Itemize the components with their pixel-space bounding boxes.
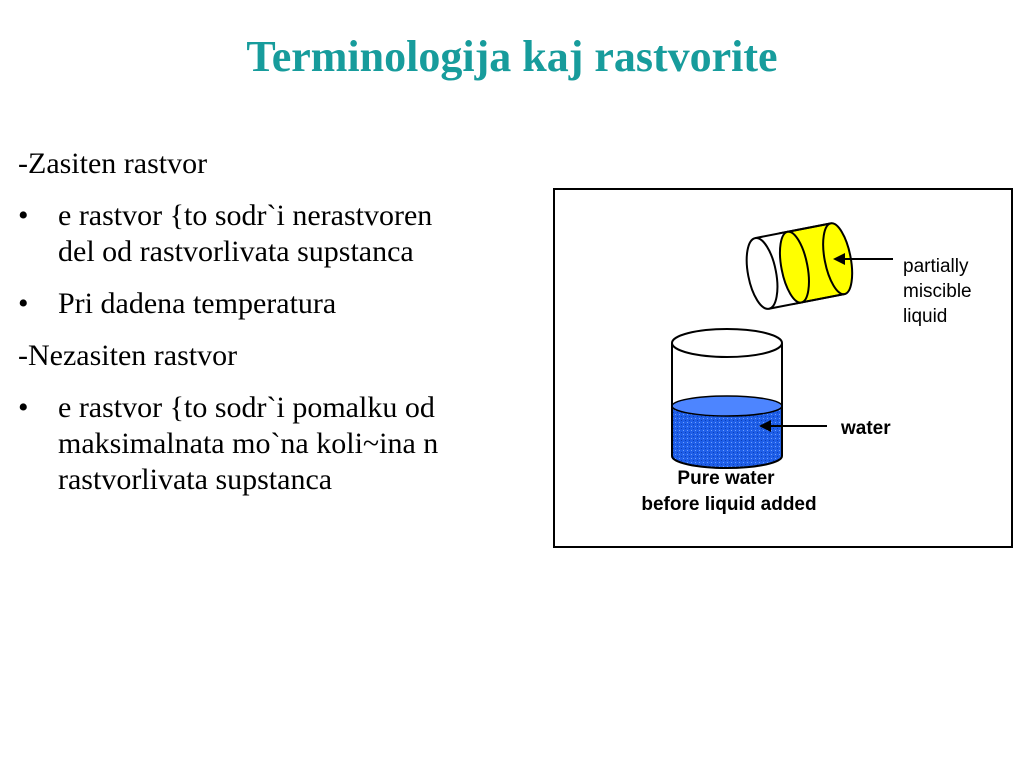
arrow-liquid <box>833 253 893 265</box>
solution-diagram <box>553 188 1013 548</box>
label-water: water <box>841 418 891 439</box>
bullet-line: rastvorlivata supstanca <box>58 463 333 496</box>
pouring-cup-icon <box>741 221 857 312</box>
bullet-marker: • <box>18 391 29 424</box>
diagram-svg <box>555 190 1011 546</box>
arrow-water <box>759 420 827 432</box>
label-miscible: miscible <box>903 281 972 302</box>
caption-pure-water: Pure water <box>677 468 775 489</box>
bullet-line: e rastvor {to sodr`i pomalku od <box>58 391 435 424</box>
label-partially: partially <box>903 256 969 277</box>
bullet-marker: • <box>18 199 29 232</box>
section-heading-unsaturated: -Nezasiten rastvor <box>18 339 238 372</box>
label-liquid: liquid <box>903 306 948 327</box>
bullet-line: maksimalnata mo`na koli~ina n <box>58 427 439 460</box>
bullet-marker: • <box>18 287 29 320</box>
section-heading-saturated: -Zasiten rastvor <box>18 147 208 180</box>
bullet-line: del od rastvorlivata supstanca <box>58 235 414 268</box>
bullet-line: Pri dadena temperatura <box>58 287 337 320</box>
caption-before-liquid: before liquid added <box>641 494 817 515</box>
slide-title: Terminologija kaj rastvorite <box>246 32 778 81</box>
bullet-line: e rastvor {to sodr`i nerastvoren <box>58 199 433 232</box>
beaker-icon <box>672 329 782 468</box>
